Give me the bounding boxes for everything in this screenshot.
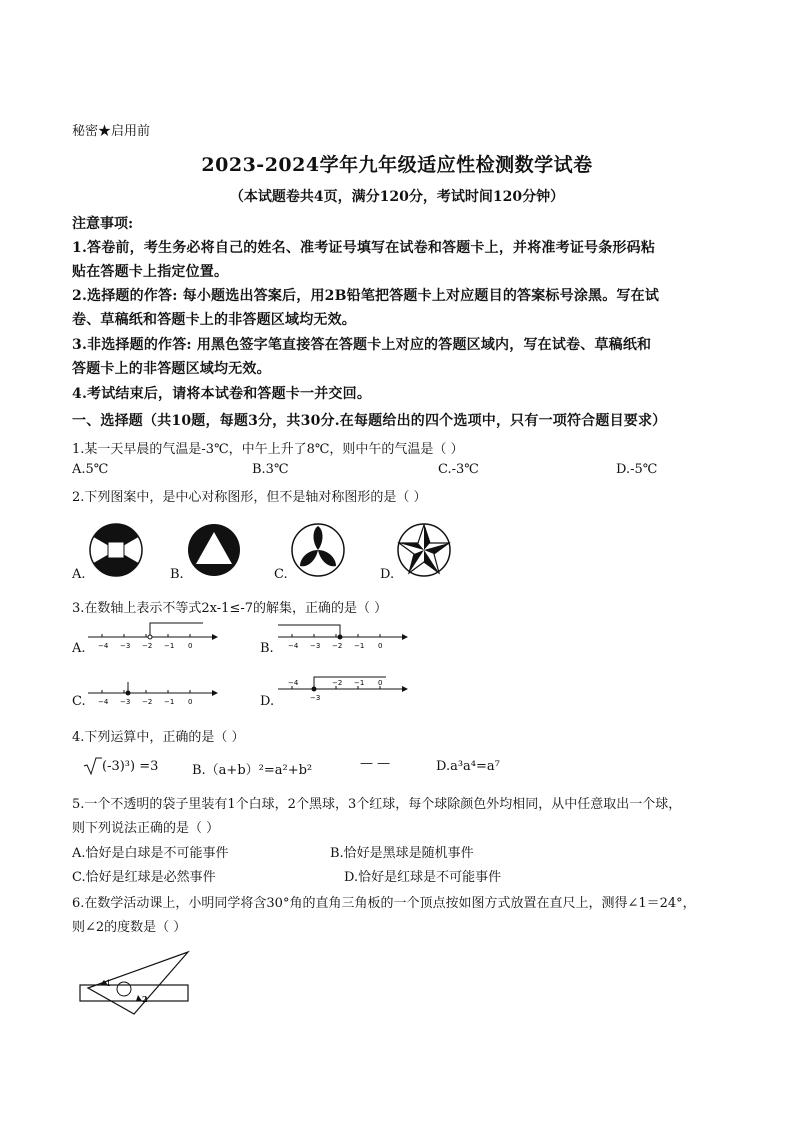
notes-heading: 注意事项:	[72, 216, 134, 232]
note-line: 2.选择题的作答: 每小题选出答案后，用2B铅笔把答题卡上对应题目的答案标号涂黑。写在试	[72, 288, 660, 304]
question-6-stem: 6.在数学活动课上，小明同学将含30°角的直角三角板的一个顶点按如图方式放置在直尺上，测得∠1＝24°，	[72, 896, 696, 911]
tick-label: −2	[142, 698, 153, 706]
q3-option-b: B.	[260, 641, 274, 656]
tick-label: −4	[288, 642, 299, 650]
figure-c-icon	[290, 522, 346, 578]
tick-label: −4	[98, 698, 109, 706]
question-6-stem-cont: 则∠2的度数是（ ）	[72, 920, 187, 935]
tick-label: −1	[354, 642, 365, 650]
q3-option-a: A.	[72, 641, 86, 656]
tick-label: −1	[164, 698, 175, 706]
number-line-c	[88, 676, 218, 708]
q1-option-d: D.-5℃	[616, 462, 658, 477]
q1-option-b: B.3℃	[252, 462, 289, 477]
note-line: 4.考试结束后，请将本试卷和答题卡一并交回。	[72, 386, 372, 402]
figure-b-icon	[186, 522, 242, 578]
exam-title: 2023-2024学年九年级适应性检测数学试卷	[201, 154, 593, 176]
tick-label: −1	[354, 679, 365, 687]
question-5-stem-cont: 则下列说法正确的是（ ）	[72, 821, 220, 836]
q1-option-a: A.5℃	[72, 462, 109, 477]
tick-label: −2	[332, 679, 343, 687]
q5-option-a: A.恰好是白球是不可能事件	[72, 846, 229, 861]
angle-1-label: 1	[106, 979, 112, 988]
question-2-stem: 2.下列图案中，是中心对称图形，但不是轴对称图形的是（ ）	[72, 490, 427, 505]
tick-label: 0	[378, 642, 383, 650]
figure-d-icon	[396, 522, 452, 578]
sqrt-icon	[82, 756, 102, 776]
tick-label: −4	[98, 642, 109, 650]
q5-option-c: C.恰好是红球是必然事件	[72, 870, 216, 885]
number-line-b	[278, 620, 408, 652]
tick-label: 0	[378, 679, 383, 687]
q1-option-c: C.-3℃	[438, 462, 479, 477]
q2-option-a: A.	[72, 567, 86, 582]
q5-option-d: D.恰好是红球是不可能事件	[344, 870, 502, 885]
q3-option-c: C.	[72, 694, 86, 709]
tick-label: −3	[120, 698, 131, 706]
number-line-d	[278, 672, 408, 704]
secret-label: 秘密★启用前	[72, 124, 151, 139]
number-line-a	[88, 620, 218, 652]
q2-option-d: D.	[380, 567, 395, 582]
note-line: 答题卡上的非答题区域均无效。	[72, 361, 271, 377]
tick-label: 0	[188, 642, 193, 650]
tick-label: −3	[310, 642, 321, 650]
q4-option-b: B.（a+b）²=a²+b²	[192, 763, 313, 778]
angle-2-label: 2	[142, 994, 148, 1004]
section-heading: 一、选择题（共10题，每题3分，共30分.在每题给出的四个选项中，只有一项符合题目要求）	[72, 413, 667, 429]
tick-label: −3	[310, 694, 321, 702]
q3-option-d: D.	[260, 694, 275, 709]
ruler-triangle-figure	[76, 950, 196, 1020]
tick-label: 0	[188, 698, 193, 706]
q4-option-c: — —	[360, 756, 391, 771]
tick-label: −3	[120, 642, 131, 650]
figure-a-icon	[88, 522, 144, 578]
question-3-stem: 3.在数轴上表示不等式2x-1≤-7的解集，正确的是（ ）	[72, 601, 388, 616]
tick-label: −4	[288, 679, 299, 687]
tick-label: −2	[142, 642, 153, 650]
note-line: 卷、草稿纸和答题卡上的非答题区域均无效。	[72, 312, 356, 328]
q2-option-b: B.	[170, 567, 184, 582]
q4-option-d: D.a³a⁴=a⁷	[436, 759, 500, 774]
q5-option-b: B.恰好是黑球是随机事件	[330, 846, 474, 861]
tick-label: −2	[332, 642, 343, 650]
question-1-stem: 1.某一天早晨的气温是-3℃，中午上升了8℃，则中午的气温是（ ）	[72, 442, 464, 457]
note-line: 贴在答题卡上指定位置。	[72, 264, 229, 280]
q2-option-c: C.	[274, 567, 288, 582]
tick-label: −1	[164, 642, 175, 650]
question-5-stem: 5.一个不透明的袋子里装有1个白球，2个黑球，3个红球，每个球除颜色外均相同，从中任意取出一个球，	[72, 797, 682, 812]
question-4-stem: 4.下列运算中，正确的是（ ）	[72, 730, 245, 745]
note-line: 3.非选择题的作答: 用黑色签字笔直接答在答题卡上对应的答题区域内，写在试卷、草稿纸和	[72, 337, 652, 353]
exam-subtitle: （本试题卷共4页，满分120分，考试时间120分钟）	[229, 189, 565, 205]
q4-option-a: (-3)³) =3	[102, 759, 159, 774]
note-line: 1.答卷前，考生务必将自己的姓名、准考证号填写在试卷和答题卡上，并将准考证号条形码粘	[72, 240, 656, 256]
